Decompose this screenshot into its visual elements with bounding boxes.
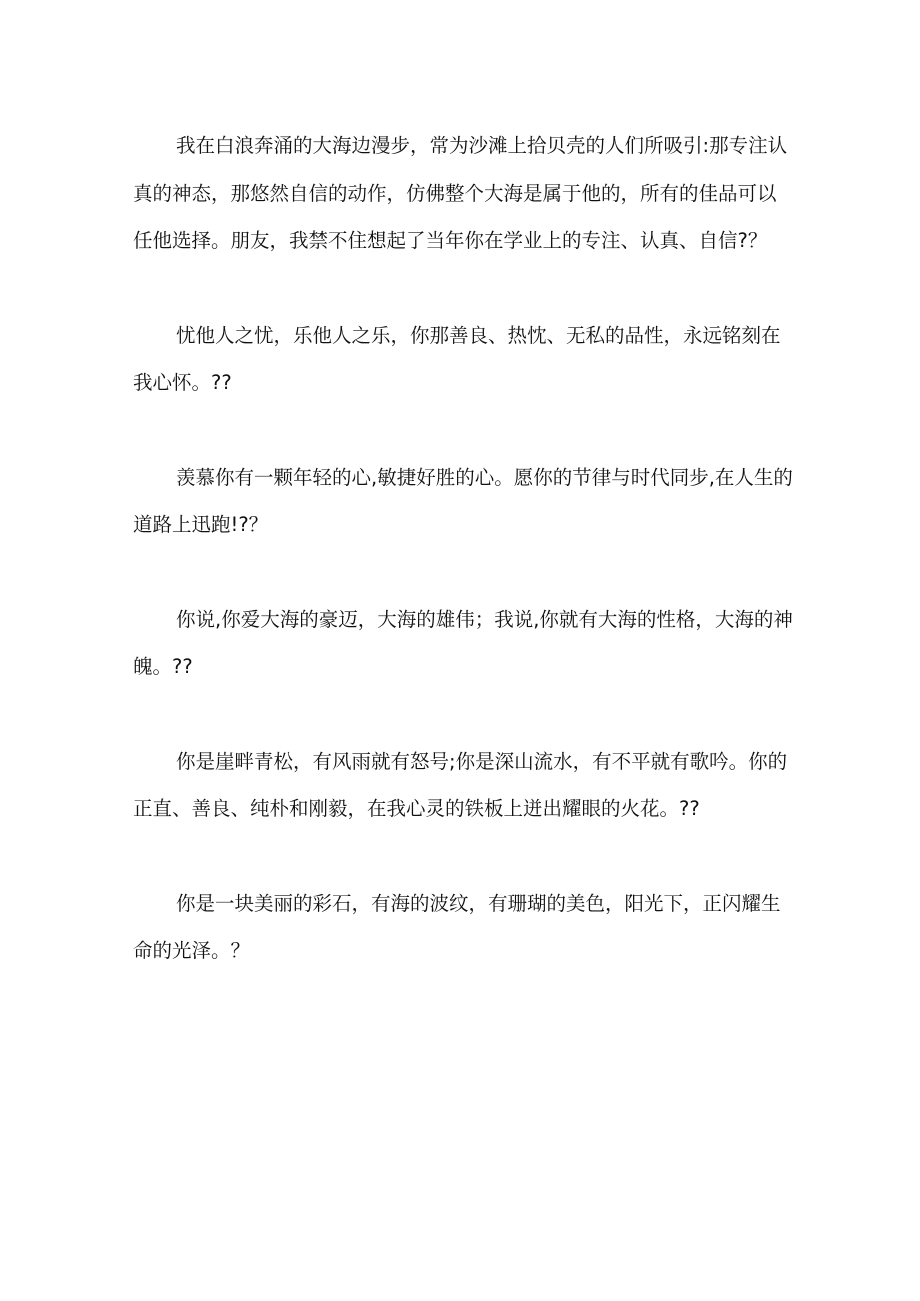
paragraph-3: 羡慕你有一颗年轻的心,敏捷好胜的心。愿你的节律与时代同步,在人生的道路上迅跑!?？ bbox=[133, 465, 793, 536]
paragraph-4: 你说,你爱大海的豪迈，大海的雄伟；我说,你就有大海的性格，大海的神魄。?? bbox=[133, 607, 793, 678]
paragraph-6: 你是一块美丽的彩石，有海的波纹，有珊瑚的美色，阳光下，正闪耀生命的光泽。？ bbox=[133, 891, 781, 962]
paragraph-1: 我在白浪奔涌的大海边漫步，常为沙滩上拾贝壳的人们所吸引:那专注认真的神态，那悠然自信的动作，仿佛整个大海是属于他的，所有的佳品可以任他选择。朋友，我禁不住想起了当年你在学业上的专注、认真、自信?？ bbox=[133, 134, 788, 252]
document-body bbox=[133, 122, 793, 975]
paragraph-5: 你是崖畔青松，有风雨就有怒号;你是深山流水，有不平就有歌吟。你的正直、善良、纯朴和刚毅，在我心灵的铁板上迸出耀眼的火花。?? bbox=[133, 749, 788, 820]
paragraph-2: 忧他人之忧，乐他人之乐，你那善良、热忱、无私的品性，永远铭刻在我心怀。?? bbox=[133, 323, 781, 394]
